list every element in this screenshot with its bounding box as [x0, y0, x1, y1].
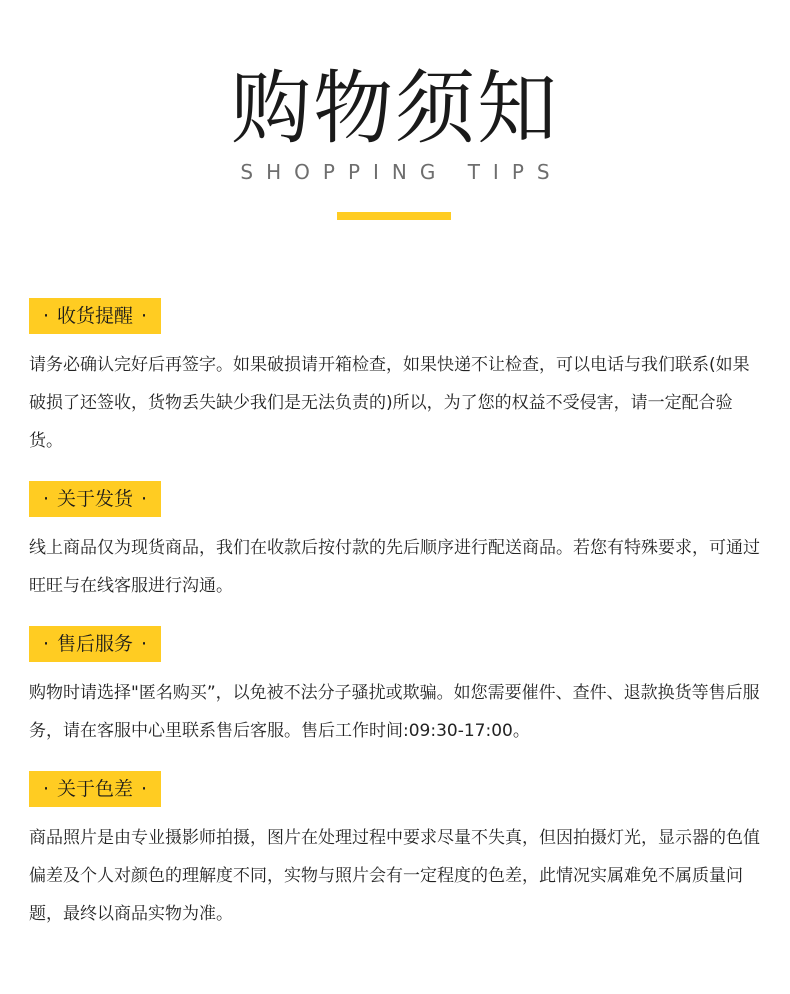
tag-bullet: · — [140, 488, 148, 510]
section-text: 请务必确认完好后再签字。如果破损请开箱检查，如果快递不让检查，可以电话与我们联系(如果破损了还签收，货物丢失缺少我们是无法负责的)所以，为了您的权益不受侵害，请一定配合验货。 — [29, 355, 750, 451]
tag-bullet: · — [140, 633, 148, 655]
section-tag — [29, 298, 161, 334]
section-color-difference — [29, 771, 769, 933]
section-after-sales — [29, 626, 769, 750]
section-tag-label: 关于色差 — [57, 778, 134, 800]
section-text: 商品照片是由专业摄影师拍摄，图片在处理过程中要求尽量不失真，但因拍摄灯光，显示器的色值偏差及个人对颜色的理解度不同，实物与照片会有一定程度的色差，此情况实属难免不属质量问题，最终以商品实物为准。 — [29, 828, 760, 924]
section-tag-label: 关于发货 — [57, 488, 134, 510]
tag-bullet: · — [42, 488, 50, 510]
section-text: 线上商品仅为现货商品，我们在收款后按付款的先后顺序进行配送商品。若您有特殊要求，可通过旺旺与在线客服进行沟通。 — [29, 538, 760, 596]
tag-bullet: · — [42, 633, 50, 655]
section-tag — [29, 626, 161, 662]
section-receipt-reminder — [29, 298, 769, 460]
page-subtitle: SHOPPING TIPS — [240, 160, 563, 184]
title-underline — [337, 212, 451, 220]
tag-bullet: · — [42, 305, 50, 327]
tag-bullet: · — [140, 778, 148, 800]
section-tag — [29, 771, 161, 807]
page-title: 购物须知 — [231, 62, 559, 155]
section-text: 购物时请选择"匿名购买”，以免被不法分子骚扰或欺骗。如您需要催件、查件、退款换货等售后服务，请在客服中心里联系售后客服。售后工作时间:09:30-17:00。 — [29, 683, 760, 741]
tag-bullet: · — [42, 778, 50, 800]
section-tag — [29, 481, 161, 517]
section-tag-label: 售后服务 — [57, 633, 134, 655]
tag-bullet: · — [140, 305, 148, 327]
section-tag-label: 收货提醒 — [57, 305, 134, 327]
section-shipping — [29, 481, 769, 605]
